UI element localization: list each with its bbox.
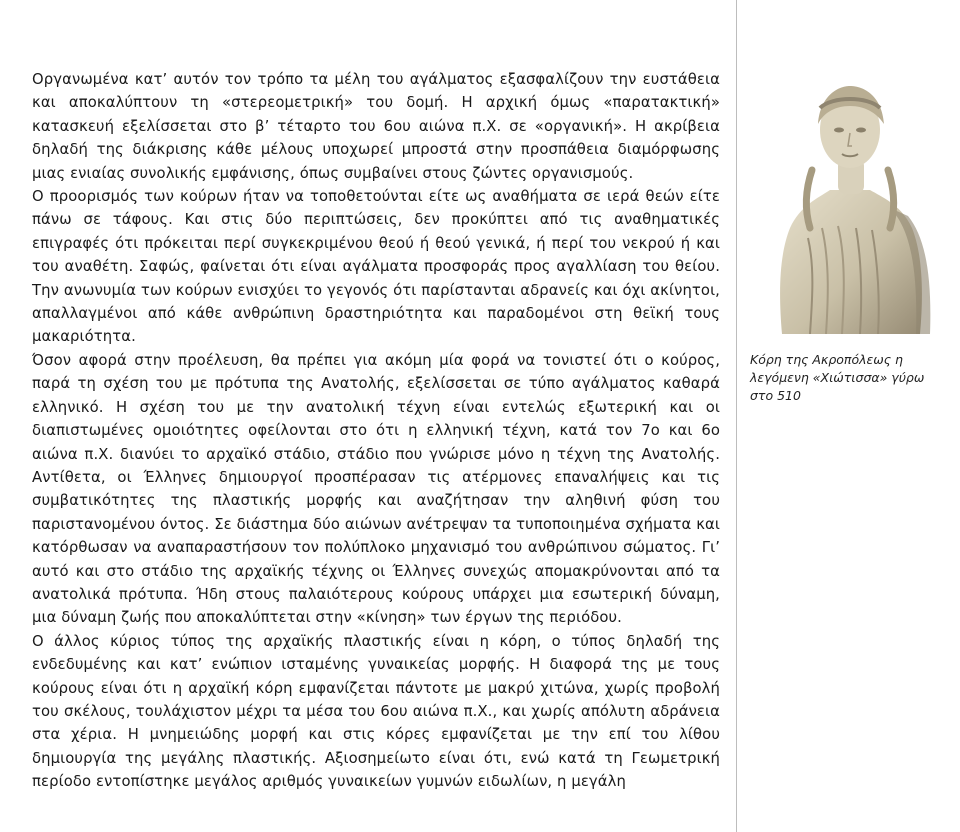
- column-divider: [736, 0, 737, 832]
- kore-statue-illustration: [760, 78, 940, 334]
- paragraph-3: Όσον αφορά στην προέλευση, θα πρέπει για ακόμη μία φορά να τονιστεί ότι ο κούρος, παρά τη σχέση του με πρότυπα της Ανατολής, εξελίσσεται σε τύπο αγάλματος καθαρά ελληνικό. Η σχέση του με την ανατολική τέχνη είναι εντελώς εξωτερική και οι διαπιστωμένες ομοιότητες οφείλονται στο ότι η ελληνική τέχνη, κατά τον 7ο και 6ο αιώνα π.Χ. διανύει το αρχαϊκό στάδιο, στάδιο που γνώρισε μόνο η τέχνη της Ανατολής. Αντίθετα, οι Έλληνες δημιουργοί προσπέρασαν τις ατέρμονες επαναλήψεις και τις συμβατικότητες της πλαστικής μορφής και αναζήτησαν την αληθινή φύση του παριστανομένου όντος. Σε διάστημα δύο αιώνων ανέτρεψαν τα τυποποιημένα σχήματα και κατόρθωσαν να αναπαραστήσουν τον πολύπλοκο μηχανισμό του ανθρώπινου σώματος. Γι’ αυτό και στο στάδιο της αρχαϊκής τέχνης οι Έλληνες συνεχώς απομακρύνονται από τα ανατολικά πρότυπα. Ήδη στους παλαιότερους κούρους υπάρχει μια εσωτερική δύναμη, μια δύναμη ζωής που αποκαλύπτεται στην «κίνηση» των έργων της περιόδου.: [32, 351, 720, 627]
- figure-caption: Κόρη της Ακροπόλεως η λεγόμενη «Χιώτισσα» γύρω στο 510: [750, 352, 925, 403]
- kore-statue-photo: [760, 78, 940, 334]
- paragraph-1: Οργανωμένα κατ’ αυτόν τον τρόπο τα μέλη του αγάλματος εξασφαλίζουν την ευστάθεια και αποκαλύπτουν τη «στερεομετρική» του δομή. Η αρχική όμως «παρατακτική» κατασκευή εξελίσσεται στο β’ τέταρτο του 6ου αιώνα π.Χ. σε «οργανική». Η ακρίβεια δηλαδή της διάκρισης κάθε μέλους υποχωρεί μπροστά στην προσπάθεια διαμόρφωσης μιας ενιαίας συνολικής εμφάνισης, όπως συμβαίνει στους ζώντες οργανισμούς.: [32, 71, 720, 182]
- paragraph-2: Ο προορισμός των κούρων ήταν να τοποθετούνται είτε ως αναθήματα σε ιερά θεών είτε πάνω σε τάφους. Και στις δύο περιπτώσεις, δεν προκύπτει από τις αναθηματικές επιγραφές ότι πρόκειται περί συγκεκριμένου θεού ή θεού γενικά, ή περί του νεκρού ή και του αναθέτη. Σαφώς, φαίνεται ότι είναι αγάλματα προσφοράς προς αγαλλίαση του θείου. Την ανωνυμία των κούρων ενισχύει το γεγονός ότι παρίστανται αδρανείς και όχι ακίνητοι, απαλλαγμένοι από κάθε ανθρώπινη δραστηριότητα και παραδομένοι στη θεϊκή τους μακαριότητα.: [32, 188, 720, 346]
- paragraph-4: Ο άλλος κύριος τύπος της αρχαϊκής πλαστικής είναι η κόρη, ο τύπος δηλαδή της ενδεδυμένης και κατ’ ενώπιον ισταμένης γυναικείας μορφής. Η διαφορά της με τους κούρους είναι ότι η αρχαϊκή κόρη εμφανίζεται πάντοτε με μακρύ χιτώνα, χωρίς προβολή του σκέλους, τουλάχιστον μέχρι τα μέσα του 6ου αιώνα π.Χ., και χωρίς απόλυτη αδράνεια στα χέρια. Η μνημειώδης μορφή και στις κόρες εμφανίζεται με την επί του λίθου δημιουργία της μεγάλης πλαστικής. Αξιοσημείωτο είναι ότι, ενώ κατά τη Γεωμετρική περίοδο εντοπίστηκε μεγάλος αριθμός γυναικείων γυμνών ειδωλίων, η μεγάλη: [32, 632, 720, 791]
- main-text-column: [32, 68, 720, 794]
